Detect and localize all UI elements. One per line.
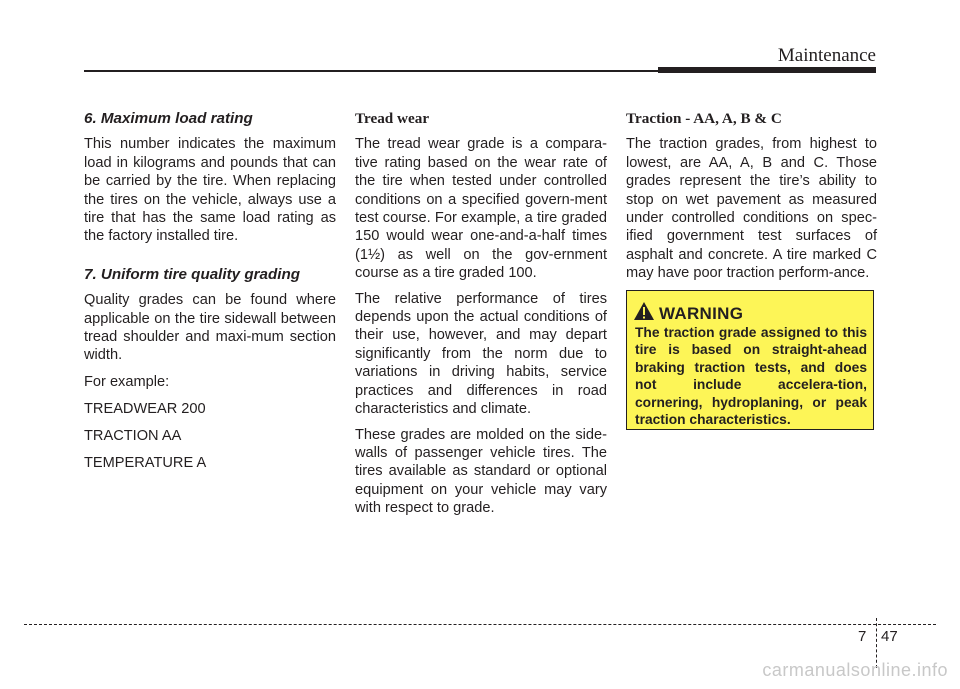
tread-wear-paragraph-2: The relative performance of tires depends upon the actual conditions of their use, however, and may depart significantly from the norm due to variations in driving habits, service practices and differences in road characteristics and climate. <box>355 290 607 418</box>
middle-column <box>355 110 607 525</box>
section-header-title: Maintenance <box>777 45 876 66</box>
traction-paragraph: The traction grades, from highest to lowest, are AA, A, B and C. Those grades represent the tire’s ability to stop on wet pavement as measured under controlled conditions on spec-ified government test surfaces of asphalt and concrete. A tire marked C may have poor traction perform-ance. <box>626 136 877 282</box>
example-label: For example: <box>84 373 170 390</box>
example-line-treadwear: TREADWEAR 200 <box>84 400 206 417</box>
page-number: 47 <box>881 628 898 645</box>
right-column <box>626 110 877 290</box>
warning-header <box>633 301 743 326</box>
tread-wear-paragraph-1: The tread wear grade is a compara-tive rating based on the wear rate of the tire when tested under controlled conditions on a specified govern-ment test course. For example, a tire graded 150 would wear one-and-a-half times (1½) as well on the gov-ernment course as a tire graded 100. <box>355 136 607 282</box>
left-column <box>84 110 336 480</box>
tread-wear-paragraph-3: These grades are molded on the side-walls of passenger vehicle tires. The tires available as standard or optional equipment on your vehicle may vary with respect to grade. <box>355 426 607 517</box>
example-line-temperature: TEMPERATURE A <box>84 454 207 471</box>
traction-heading: Traction - AA, A, B & C <box>626 110 782 127</box>
uniform-grading-heading: 7. Uniform tire quality grading <box>84 265 301 283</box>
watermark-text: carmanualsonline.info <box>762 660 948 680</box>
warning-triangle-icon <box>633 301 659 326</box>
max-load-rating-paragraph: This number indicates the maximum load in kilograms and pounds that can be carried by the tire. When replacing the tires on the vehicle, always use a tire that has the same load rating as the factory installed tire. <box>84 136 336 245</box>
tread-wear-heading: Tread wear <box>355 110 430 127</box>
header-rule-thick <box>658 67 876 73</box>
warning-text: The traction grade assigned to this tire is based on straight-ahead braking traction tests, and does not include accelera-tion, cornering, hydroplaning, or peak traction characteristics. <box>635 325 867 428</box>
footer-dashed-rule <box>24 624 936 625</box>
uniform-grading-paragraph: Quality grades can be found where applicable on the tire sidewall between tread shoulder and maxi-mum section width. <box>84 292 336 364</box>
max-load-rating-heading: 6. Maximum load rating <box>84 110 253 127</box>
chapter-number: 7 <box>858 628 867 645</box>
warning-label: WARNING <box>659 303 744 323</box>
example-line-traction: TRACTION AA <box>84 427 182 444</box>
warning-box <box>626 290 874 430</box>
header-rule-thin <box>84 70 660 72</box>
